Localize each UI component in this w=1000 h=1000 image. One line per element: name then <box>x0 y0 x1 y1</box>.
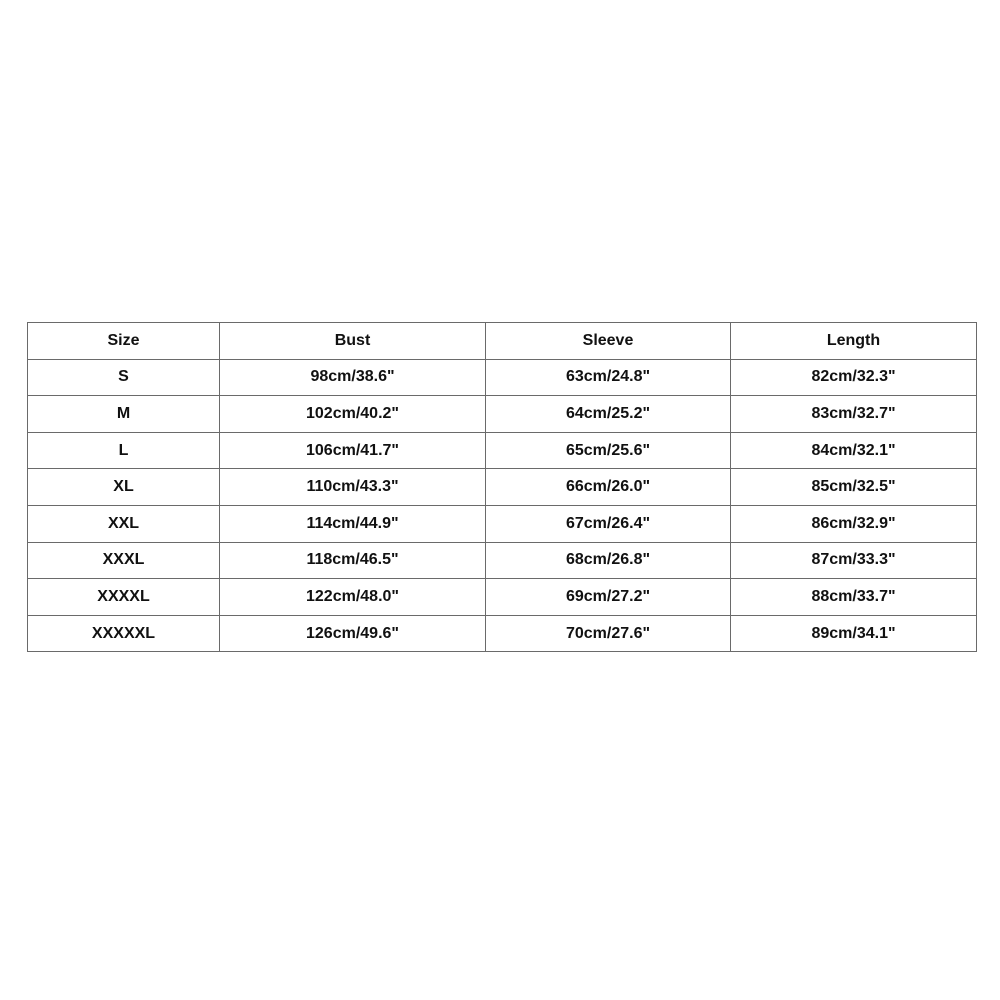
table-row <box>28 432 977 469</box>
table-header-row <box>28 323 977 360</box>
table-row <box>28 505 977 542</box>
length-cell: 88cm/33.7" <box>731 579 977 616</box>
table-row <box>28 615 977 652</box>
table-row <box>28 469 977 506</box>
table-row <box>28 396 977 433</box>
sleeve-cell: 64cm/25.2" <box>486 396 731 433</box>
length-cell: 87cm/33.3" <box>731 542 977 579</box>
bust-cell: 106cm/41.7" <box>220 432 486 469</box>
length-cell: 82cm/32.3" <box>731 359 977 396</box>
sleeve-cell: 65cm/25.6" <box>486 432 731 469</box>
size-cell: XXXL <box>28 542 220 579</box>
table-row <box>28 542 977 579</box>
bust-cell: 110cm/43.3" <box>220 469 486 506</box>
sleeve-cell: 68cm/26.8" <box>486 542 731 579</box>
size-cell: S <box>28 359 220 396</box>
header-bust: Bust <box>220 323 486 360</box>
header-size: Size <box>28 323 220 360</box>
size-cell: XXL <box>28 505 220 542</box>
sleeve-cell: 66cm/26.0" <box>486 469 731 506</box>
length-cell: 86cm/32.9" <box>731 505 977 542</box>
sleeve-cell: 69cm/27.2" <box>486 579 731 616</box>
length-cell: 85cm/32.5" <box>731 469 977 506</box>
sleeve-cell: 70cm/27.6" <box>486 615 731 652</box>
length-cell: 89cm/34.1" <box>731 615 977 652</box>
length-cell: 83cm/32.7" <box>731 396 977 433</box>
table-row <box>28 579 977 616</box>
header-sleeve: Sleeve <box>486 323 731 360</box>
size-cell: XXXXXL <box>28 615 220 652</box>
bust-cell: 122cm/48.0" <box>220 579 486 616</box>
bust-cell: 114cm/44.9" <box>220 505 486 542</box>
size-chart-table <box>27 322 977 652</box>
size-cell: XL <box>28 469 220 506</box>
size-cell: XXXXL <box>28 579 220 616</box>
bust-cell: 102cm/40.2" <box>220 396 486 433</box>
bust-cell: 98cm/38.6" <box>220 359 486 396</box>
bust-cell: 118cm/46.5" <box>220 542 486 579</box>
size-cell: M <box>28 396 220 433</box>
length-cell: 84cm/32.1" <box>731 432 977 469</box>
bust-cell: 126cm/49.6" <box>220 615 486 652</box>
sleeve-cell: 63cm/24.8" <box>486 359 731 396</box>
table-row <box>28 359 977 396</box>
size-cell: L <box>28 432 220 469</box>
sleeve-cell: 67cm/26.4" <box>486 505 731 542</box>
header-length: Length <box>731 323 977 360</box>
